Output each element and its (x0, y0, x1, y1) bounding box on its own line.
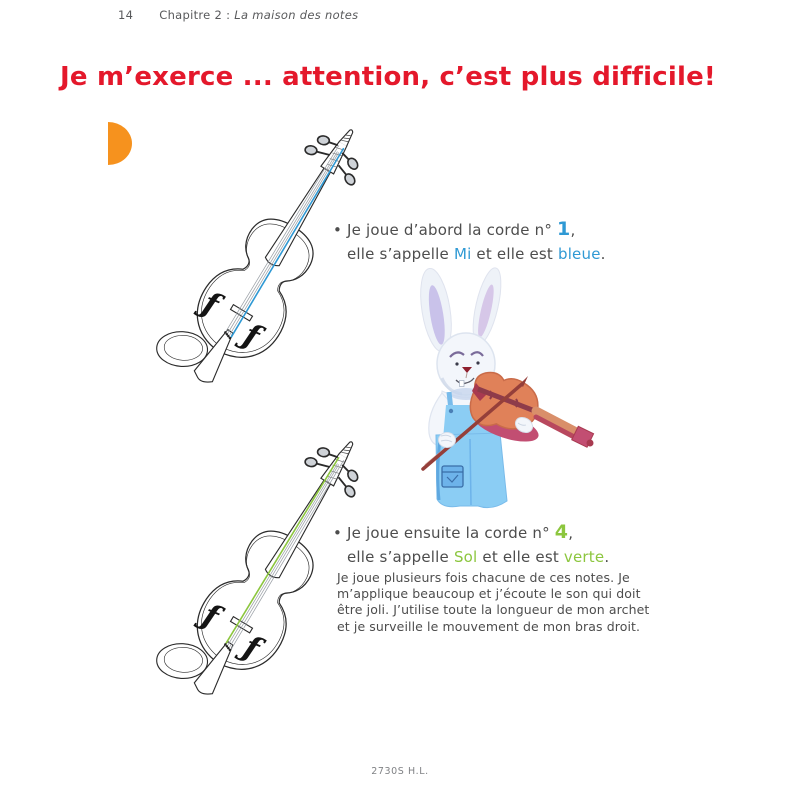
text-run: et elle est (477, 548, 564, 566)
text-run: Je joue ensuite la corde n° (347, 524, 555, 542)
bunny-right-paw (439, 433, 456, 448)
bullet-1-line-1 (333, 217, 606, 242)
text-run: et elle est (471, 245, 558, 263)
practice-paragraph: Je joue plusieurs fois chacune de ces notes. Je m’applique beaucoup et j’écoute le son qui doit être joli. J’utilise toute la longueur de mon archet et je surveille le mouvement de mon bras droit. (337, 570, 650, 634)
text-run: elle s’appelle (347, 245, 454, 263)
violin-illustration-corde-1 (112, 110, 362, 410)
page-title: Je m’exerce ... attention, c’est plus difficile! (60, 62, 716, 92)
bullet-2-line-1 (333, 520, 609, 545)
text-run: Je joue d’abord la corde n° (347, 221, 558, 239)
text-run: . (604, 548, 610, 566)
highlighted-word: 4 (554, 521, 569, 543)
text-run: , (570, 221, 576, 239)
bunny-violinist-illustration (390, 263, 620, 515)
chapter-label: Chapitre 2 : (159, 8, 231, 22)
text-run: • (333, 221, 348, 239)
text-run: • (333, 524, 348, 542)
page-header (118, 8, 358, 22)
text-run: , (568, 524, 574, 542)
highlighted-word: bleue (557, 245, 601, 263)
plate-number: 2730S H.L. (371, 766, 429, 777)
bullet-corde-1 (333, 217, 606, 266)
bullet-1-line-2 (333, 242, 606, 266)
page-number: 14 (118, 8, 134, 22)
chapter-name: La maison des notes (234, 8, 359, 22)
bullet-corde-4 (333, 520, 609, 569)
highlighted-word: verte (563, 548, 605, 566)
text-run: . (600, 245, 606, 263)
violin-illustration-corde-4 (112, 422, 362, 722)
bullet-2-line-2 (333, 545, 609, 569)
highlighted-word: Mi (453, 245, 472, 263)
text-run: elle s’appelle (347, 548, 454, 566)
highlighted-word: Sol (453, 548, 478, 566)
highlighted-word: 1 (557, 218, 571, 240)
